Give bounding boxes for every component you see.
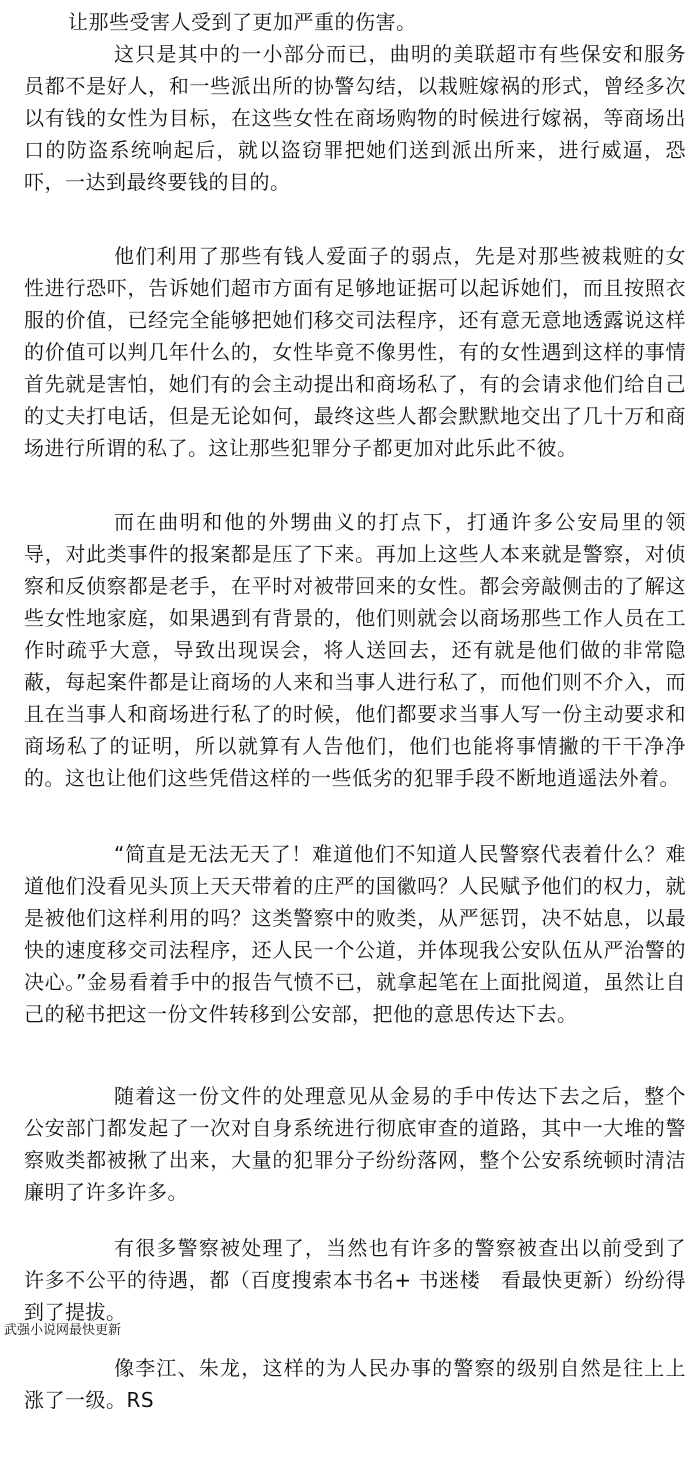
paragraph-5: “简直是无法无天了！难道他们不知道人民警察代表着什么？难道他们没看见头顶上天天带着的庄严的国徽吗？人民赋予他们的权力，就是被他们这样利用的吗？这类警察中的败类，从严惩罚，决不姑息，以最快的速度移交司法程序，还人民一个公道，并体现我公安队伍从严治警的决心。”金易看着手中的报告气愤不已，就拿起笔在上面批阅道，虽然让自己的秘书把这一份文件转移到公安部，把他的意思传达下去。	[24, 842, 686, 1026]
paragraph-3: 他们利用了那些有钱人爱面子的弱点，先是对那些被栽赃的女性进行恐吓，告诉她们超市方面有足够地证据可以起诉她们，而且按照衣服的价值，已经完全能够把她们移交司法程序，还有意无意地透露说这样的价值可以判几年什么的，女性毕竟不像男性，有的女性遇到这样的事情首先就是害怕，她们有的会主动提出和商场私了，有的会请求他们给自己的丈夫打电话，但是无论如何，最终这些人都会默默地交出了几十万和商场进行所谓的私了。这让那些犯罪分子都更加对此乐此不彼。	[24, 244, 686, 460]
paragraph-8: 像李江、朱龙，这样的为人民办事的警察的级别自然是往上上涨了一级。RS	[24, 1356, 686, 1412]
paragraph-6: 随着这一份文件的处理意见从金易的手中传达下去之后，整个公安部门都发起了一次对自身系统进行彻底审查的道路，其中一大堆的警察败类都被揪了出来，大量的犯罪分子纷纷落网，整个公安系统顿时清洁廉明了许多许多。	[24, 1084, 686, 1204]
site-watermark-text: 武强小说网最快更新	[4, 1323, 122, 1338]
paragraph-4: 而在曲明和他的外甥曲义的打点下，打通许多公安局里的领导，对此类事件的报案都是压了下来。再加上这些人本来就是警察，对侦察和反侦察都是老手，在平时对被带回来的女性。都会旁敲侧击的了解这些女性地家庭，如果遇到有背景的，他们则就会以商场那些工作人员在工作时疏乎大意，导致出现误会，将人送回去，还有就是他们做的非常隐蔽，每起案件都是让商场的人来和当事人进行私了，而他们则不介入，而且在当事人和商场进行私了的时候，他们都要求当事人写一份主动要求和商场私了的证明，所以就算有人告他们，他们也能将事情撇的干干净净的。这也让他们这些凭借这样的一些低劣的犯罪手段不断地逍遥法外着。	[24, 510, 686, 790]
paragraph-7: 有很多警察被处理了，当然也有许多的警察被查出以前受到了许多不公平的待遇，都（百度搜索本书名+ 书迷楼 看最快更新）纷纷得到了提拔。	[24, 1236, 686, 1324]
paragraph-1: 让那些受害人受到了更加严重的伤害。	[68, 10, 417, 34]
paragraph-2: 这只是其中的一小部分而已，曲明的美联超市有些保安和服务员都不是好人，和一些派出所的协警勾结，以栽赃嫁祸的形式，曾经多次以有钱的女性为目标，在这些女性在商场购物的时候进行嫁祸，等商场出口的防盗系统响起后，就以盗窃罪把她们送到派出所来，进行威逼，恐吓，一达到最终要钱的目的。	[24, 42, 686, 194]
